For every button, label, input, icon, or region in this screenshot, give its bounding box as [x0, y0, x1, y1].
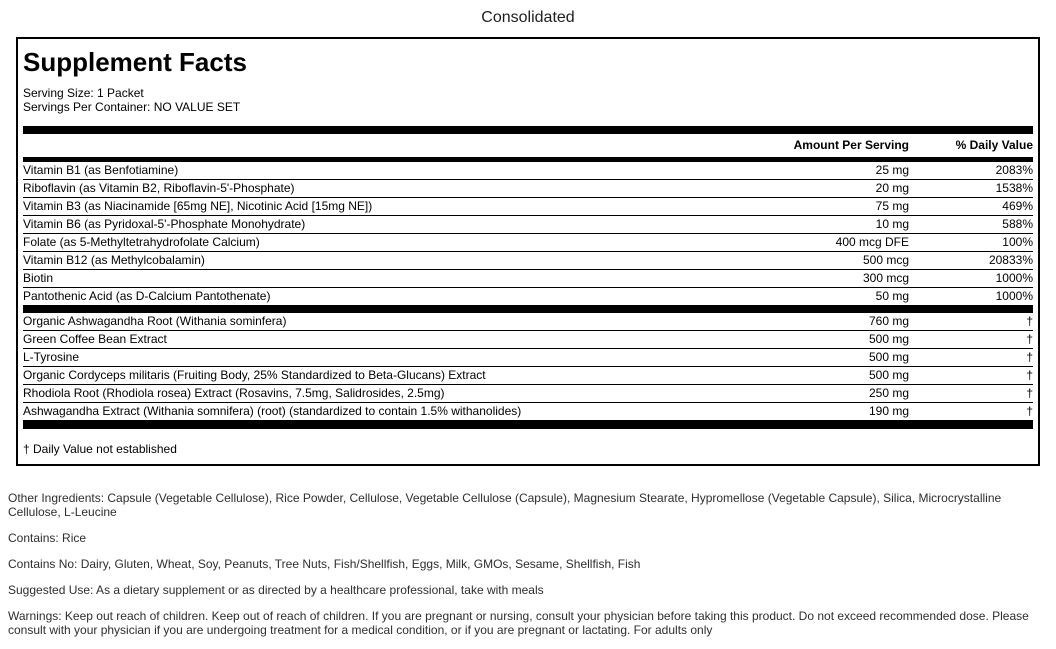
- vitamins-section: [23, 162, 1033, 306]
- other-ingredients-text: Other Ingredients: Capsule (Vegetable Cellulose), Rice Powder, Cellulose, Vegetable Cellulose (Capsule), Magnesium Stearate, Hypromellose (Vegetable Capsule), Silica, Microcrystalline Cellulose, L-Leucine: [8, 491, 1002, 519]
- servings-per-container: Servings Per Container: NO VALUE SET: [23, 100, 241, 114]
- table-header: [23, 134, 1033, 157]
- divider-bar-top: [23, 126, 1033, 134]
- row-daily-value: 2083%: [995, 163, 1033, 177]
- row-daily-value: †: [1026, 332, 1033, 346]
- table-row: [23, 403, 1033, 421]
- row-name: Vitamin B3 (as Niacinamide [65mg NE], Nicotinic Acid [15mg NE]): [23, 199, 373, 213]
- row-name: Green Coffee Bean Extract: [23, 332, 167, 346]
- row-daily-value: 1000%: [995, 271, 1033, 285]
- row-amount: 25 mg: [875, 163, 909, 177]
- row-name: Riboflavin (as Vitamin B2, Riboflavin-5'-Phosphate): [23, 181, 295, 195]
- row-name: Organic Ashwagandha Root (Withania sominfera): [23, 314, 287, 328]
- table-row: [23, 385, 1033, 403]
- row-name: Vitamin B12 (as Methylcobalamin): [23, 253, 205, 267]
- table-row: [23, 349, 1033, 367]
- row-daily-value: 1000%: [995, 289, 1033, 303]
- row-daily-value: †: [1026, 314, 1033, 328]
- row-amount: 500 mcg: [862, 253, 909, 267]
- supplement-facts-panel: [16, 37, 1040, 466]
- row-name: Rhodiola Root (Rhodiola rosea) Extract (Rosavins, 7.5mg, Salidrosides, 2.5mg): [23, 386, 445, 400]
- row-amount: 250 mg: [868, 386, 909, 400]
- daily-value-footnote: † Daily Value not established: [23, 442, 177, 456]
- row-amount: 190 mg: [868, 404, 909, 418]
- row-amount: 500 mg: [868, 368, 909, 382]
- row-name: Folate (as 5-Methyltetrahydrofolate Calcium): [23, 235, 260, 249]
- label-details: [8, 491, 1048, 637]
- row-daily-value: 20833%: [988, 253, 1033, 267]
- row-amount: 20 mg: [875, 181, 909, 195]
- row-daily-value: †: [1026, 404, 1033, 418]
- botanicals-section: [23, 313, 1033, 421]
- row-daily-value: 1538%: [995, 181, 1033, 195]
- row-amount: 500 mg: [868, 332, 909, 346]
- row-daily-value: †: [1026, 368, 1033, 382]
- table-row: [23, 162, 1033, 180]
- row-name: Organic Cordyceps militaris (Fruiting Body, 25% Standardized to Beta-Glucans) Extract: [23, 368, 486, 382]
- table-row: [23, 198, 1033, 216]
- row-daily-value: 588%: [1002, 217, 1033, 231]
- row-amount: 300 mcg: [862, 271, 909, 285]
- row-amount: 50 mg: [875, 289, 909, 303]
- column-header-amount: Amount Per Serving: [793, 138, 909, 152]
- row-name: Ashwagandha Extract (Withania somnifera) (root) (standardized to contain 1.5% withanolides): [23, 404, 522, 418]
- divider-bar-mid: [23, 306, 1033, 313]
- row-daily-value: †: [1026, 350, 1033, 364]
- row-daily-value: †: [1026, 386, 1033, 400]
- divider-bar-bottom: [23, 421, 1033, 429]
- table-row: [23, 180, 1033, 198]
- warnings-text: Warnings: Keep out reach of children. Keep out of reach of children. If you are pregnant or nursing, consult your physician before taking this product. Do not exceed recommended dose. Please consult with your physician if you are undergoing treatment for a medical condition, or if you are pregnant or lactating. For adults only: [8, 609, 1029, 637]
- table-row: [23, 270, 1033, 288]
- row-name: L-Tyrosine: [23, 350, 80, 364]
- row-name: Biotin: [23, 271, 54, 285]
- table-row: [23, 288, 1033, 306]
- row-amount: 400 mcg DFE: [835, 235, 909, 249]
- row-name: Vitamin B6 (as Pyridoxal-5'-Phosphate Monohydrate): [23, 217, 306, 231]
- table-row: [23, 367, 1033, 385]
- row-amount: 760 mg: [868, 314, 909, 328]
- row-amount: 75 mg: [875, 199, 909, 213]
- row-amount: 500 mg: [868, 350, 909, 364]
- suggested-use-text: Suggested Use: As a dietary supplement or as directed by a healthcare professional, take with meals: [8, 583, 544, 597]
- page-title: Consolidated: [481, 9, 575, 26]
- row-daily-value: 100%: [1002, 235, 1033, 249]
- table-row: [23, 216, 1033, 234]
- table-row: [23, 331, 1033, 349]
- table-row: [23, 252, 1033, 270]
- contains-no-text: Contains No: Dairy, Gluten, Wheat, Soy, Peanuts, Tree Nuts, Fish/Shellfish, Eggs, Milk, GMOs, Sesame, Shellfish, Fish: [8, 557, 641, 571]
- row-daily-value: 469%: [1002, 199, 1033, 213]
- panel-title: Supplement Facts: [23, 47, 247, 77]
- serving-size: Serving Size: 1 Packet: [23, 86, 144, 100]
- table-row: [23, 313, 1033, 331]
- row-amount: 10 mg: [875, 217, 909, 231]
- row-name: Pantothenic Acid (as D-Calcium Pantothenate): [23, 289, 271, 303]
- contains-text: Contains: Rice: [8, 531, 87, 545]
- column-header-daily-value: % Daily Value: [955, 138, 1033, 152]
- row-name: Vitamin B1 (as Benfotiamine): [23, 163, 179, 177]
- table-row: [23, 234, 1033, 252]
